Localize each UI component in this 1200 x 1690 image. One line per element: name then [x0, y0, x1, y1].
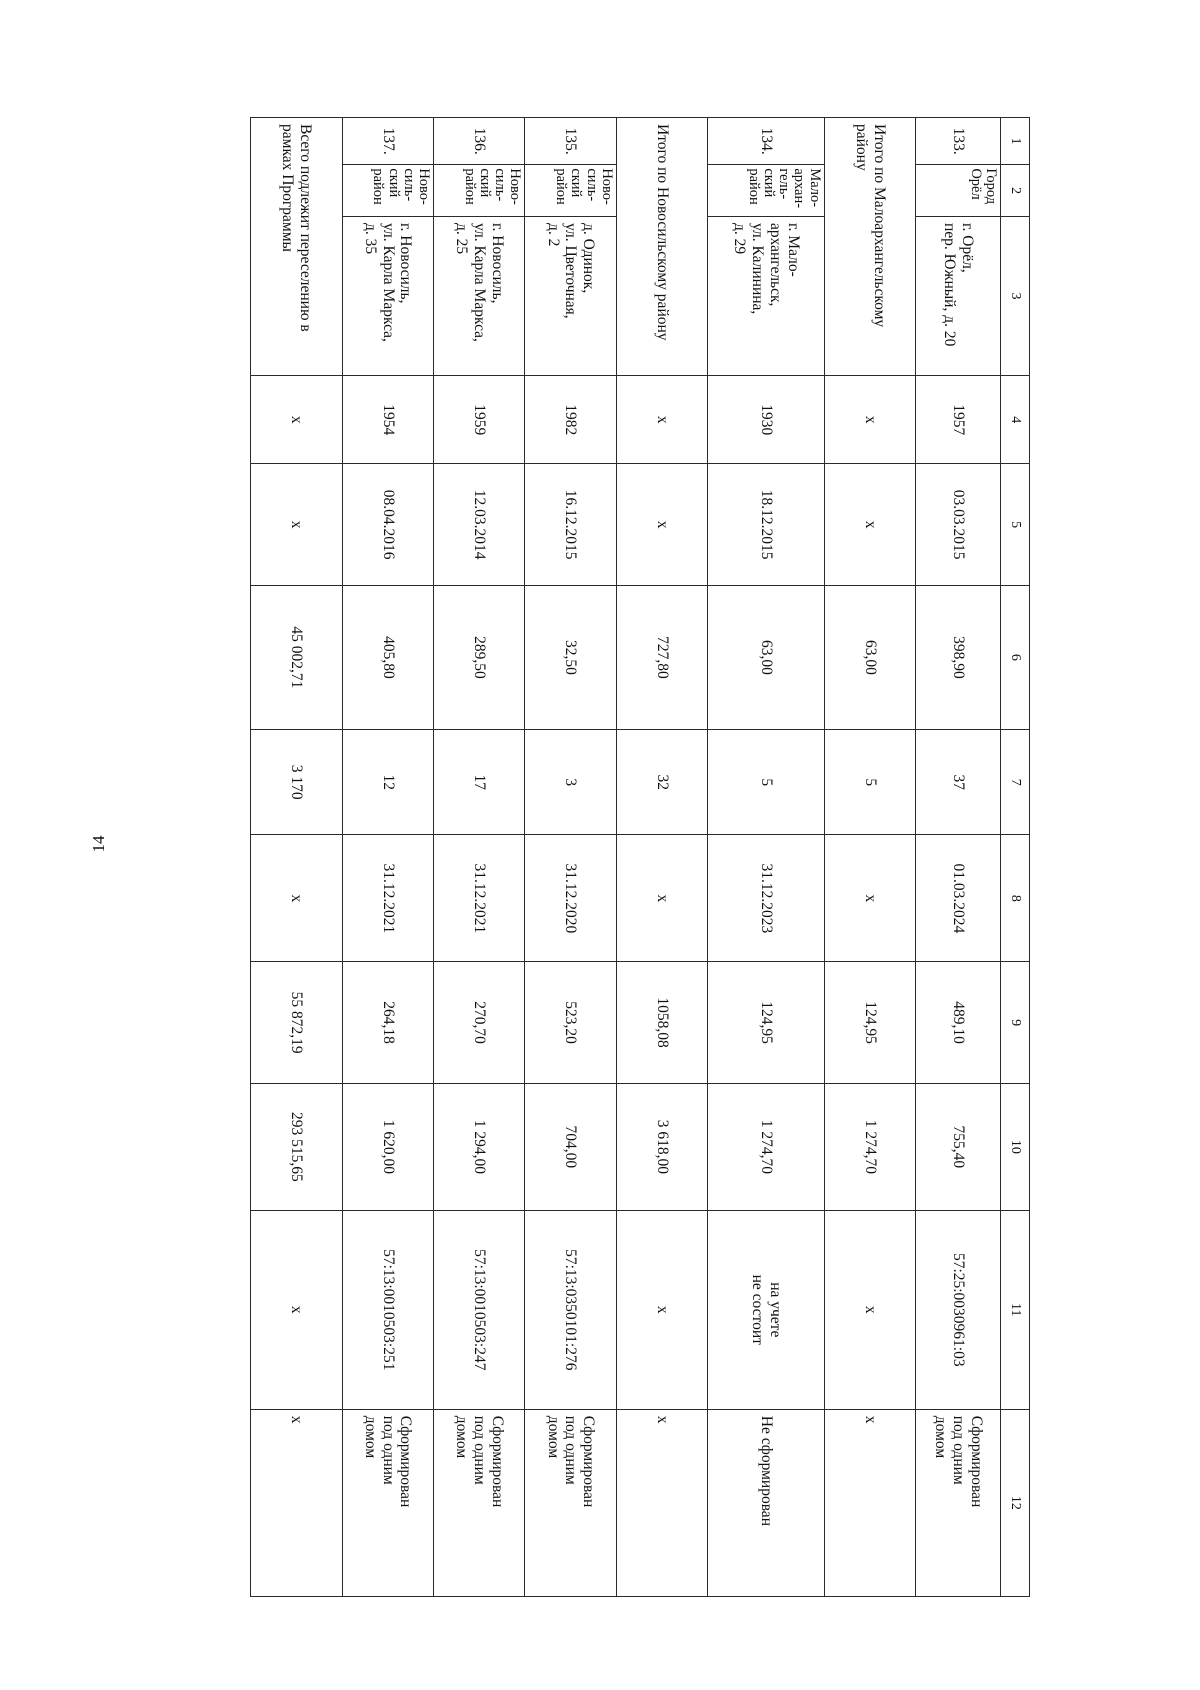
page-number: 14	[89, 835, 108, 853]
column-number: 4	[1001, 376, 1030, 464]
table-row	[342, 118, 433, 1597]
column-9-value: 1058,08	[616, 962, 707, 1084]
row-number: 134.	[708, 118, 824, 165]
column-number: 3	[1001, 216, 1030, 375]
planned-resettlement-date: 31.12.2021	[342, 835, 433, 962]
column-number: 6	[1001, 585, 1030, 729]
resettlement-area: 45 002,71	[251, 585, 343, 729]
column-10-value: 1 294,00	[433, 1083, 524, 1210]
column-9-value: 270,70	[433, 962, 524, 1084]
residents-count: 5	[708, 729, 824, 834]
total-label: Итого по Новосильскому району	[616, 118, 707, 376]
house-address: г. Орёл, пер. Южный, д. 20	[916, 216, 1001, 375]
emergency-recognition-date: x	[824, 464, 915, 586]
column-9-value: 523,20	[525, 962, 616, 1084]
column-10-value: 1 274,70	[824, 1083, 915, 1210]
table-row	[916, 118, 1001, 1597]
land-plot-status: Сформирован под одним домом	[525, 1409, 616, 1596]
year-built: 1959	[433, 376, 524, 464]
emergency-recognition-date: x	[251, 464, 343, 586]
resettlement-table-rotated	[250, 117, 1030, 1597]
house-address: д. Одинок, ул. Цветочная, д. 2	[525, 216, 616, 375]
cadastral-number: 57:13:0010503:251	[342, 1210, 433, 1409]
land-plot-status: Сформирован под одним домом	[342, 1409, 433, 1596]
column-number: 10	[1001, 1083, 1030, 1210]
residents-count: 5	[824, 729, 915, 834]
planned-resettlement-date: x	[824, 835, 915, 962]
emergency-recognition-date: 18.12.2015	[708, 464, 824, 586]
district-name: Ново- силь- ский район	[433, 165, 524, 217]
table-row	[433, 118, 524, 1597]
cadastral-number: на учете не состоит	[708, 1210, 824, 1409]
district-name: Мало- архан- гель- ский район	[708, 165, 824, 217]
cadastral-number: 57:25:0030961:03	[916, 1210, 1001, 1409]
land-plot-status: Не сформирован	[708, 1409, 824, 1596]
emergency-recognition-date: 08.04.2016	[342, 464, 433, 586]
emergency-recognition-date: 16.12.2015	[525, 464, 616, 586]
house-address: г. Мало- архангельск, ул. Калинина, д. 29	[708, 216, 824, 375]
resettlement-table	[250, 117, 1030, 1597]
land-plot-status: x	[616, 1409, 707, 1596]
district-name: Ново- силь- ский район	[342, 165, 433, 217]
column-10-value: 3 618,00	[616, 1083, 707, 1210]
cadastral-number: x	[251, 1210, 343, 1409]
resettlement-area: 289,50	[433, 585, 524, 729]
land-plot-status: Сформирован под одним домом	[916, 1409, 1001, 1596]
column-10-value: 1 274,70	[708, 1083, 824, 1210]
table-row	[525, 118, 616, 1597]
planned-resettlement-date: 31.12.2020	[525, 835, 616, 962]
land-plot-status: x	[251, 1409, 343, 1596]
cadastral-number: x	[824, 1210, 915, 1409]
emergency-recognition-date: 03.03.2015	[916, 464, 1001, 586]
column-9-value: 55 872,19	[251, 962, 343, 1084]
cadastral-number: 57:13:0350101:276	[525, 1210, 616, 1409]
column-number: 2	[1001, 165, 1030, 217]
column-number: 12	[1001, 1409, 1030, 1596]
resettlement-area: 727,80	[616, 585, 707, 729]
column-number: 9	[1001, 962, 1030, 1084]
house-address: г. Новосиль, ул. Карла Маркса, д. 35	[342, 216, 433, 375]
planned-resettlement-date: x	[616, 835, 707, 962]
column-9-value: 264,18	[342, 962, 433, 1084]
emergency-recognition-date: x	[616, 464, 707, 586]
emergency-recognition-date: 12.03.2014	[433, 464, 524, 586]
column-number: 1	[1001, 118, 1030, 165]
residents-count: 3 170	[251, 729, 343, 834]
row-number: 135.	[525, 118, 616, 165]
house-address: г. Новосиль, ул. Карла Маркса, д. 25	[433, 216, 524, 375]
district-name: Ново- силь- ский район	[525, 165, 616, 217]
column-number: 8	[1001, 835, 1030, 962]
resettlement-area: 398,90	[916, 585, 1001, 729]
planned-resettlement-date: 01.03.2024	[916, 835, 1001, 962]
planned-resettlement-date: x	[251, 835, 343, 962]
column-10-value: 755,40	[916, 1083, 1001, 1210]
residents-count: 12	[342, 729, 433, 834]
residents-count: 32	[616, 729, 707, 834]
cadastral-number: x	[616, 1210, 707, 1409]
table-body	[251, 118, 1001, 1597]
column-10-value: 704,00	[525, 1083, 616, 1210]
column-number-row	[1001, 118, 1030, 1597]
planned-resettlement-date: 31.12.2021	[433, 835, 524, 962]
column-10-value: 293 515,65	[251, 1083, 343, 1210]
residents-count: 3	[525, 729, 616, 834]
column-10-value: 1 620,00	[342, 1083, 433, 1210]
row-number: 137.	[342, 118, 433, 165]
row-number: 133.	[916, 118, 1001, 165]
residents-count: 37	[916, 729, 1001, 834]
planned-resettlement-date: 31.12.2023	[708, 835, 824, 962]
land-plot-status: Сформирован под одним домом	[433, 1409, 524, 1596]
year-built: x	[616, 376, 707, 464]
column-number: 7	[1001, 729, 1030, 834]
year-built: 1930	[708, 376, 824, 464]
total-label: Всего подлежит переселению в рамках Программы	[251, 118, 343, 376]
total-row	[251, 118, 343, 1597]
column-number: 5	[1001, 464, 1030, 586]
resettlement-area: 63,00	[708, 585, 824, 729]
cadastral-number: 57:13:0010503:247	[433, 1210, 524, 1409]
total-row	[616, 118, 707, 1597]
column-number: 11	[1001, 1210, 1030, 1409]
total-label: Итого по Малоархангельскому району	[824, 118, 915, 376]
year-built: x	[251, 376, 343, 464]
column-9-value: 489,10	[916, 962, 1001, 1084]
year-built: x	[824, 376, 915, 464]
column-9-value: 124,95	[824, 962, 915, 1084]
land-plot-status: x	[824, 1409, 915, 1596]
resettlement-area: 405,80	[342, 585, 433, 729]
year-built: 1957	[916, 376, 1001, 464]
table-row	[708, 118, 824, 1597]
resettlement-area: 63,00	[824, 585, 915, 729]
year-built: 1954	[342, 376, 433, 464]
column-9-value: 124,95	[708, 962, 824, 1084]
year-built: 1982	[525, 376, 616, 464]
district-name: Город Орёл	[916, 165, 1001, 217]
total-row	[824, 118, 915, 1597]
residents-count: 17	[433, 729, 524, 834]
row-number: 136.	[433, 118, 524, 165]
resettlement-area: 32,50	[525, 585, 616, 729]
